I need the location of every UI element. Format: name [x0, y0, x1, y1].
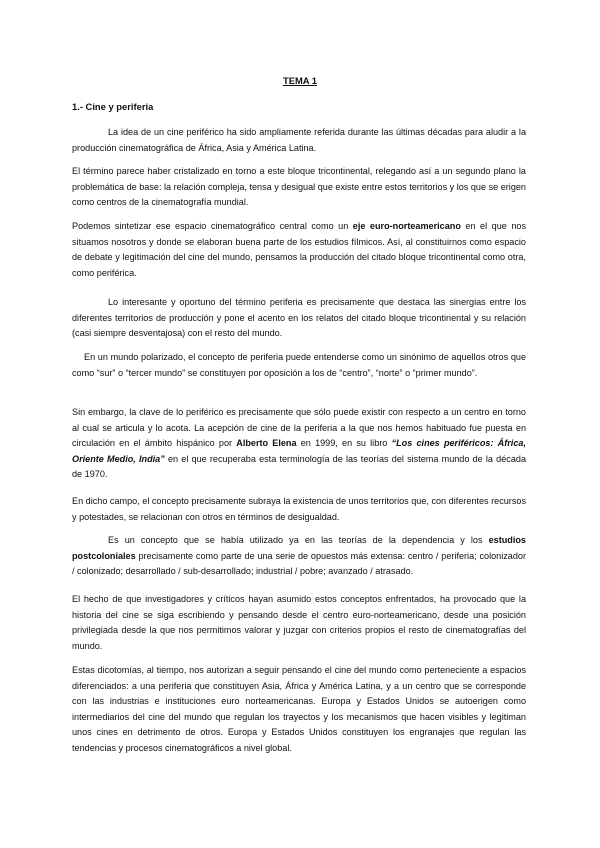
- paragraph-3-bold: eje euro-norteamericano: [352, 221, 461, 231]
- paragraph-10: Estas dicotomías, al tiempo, nos autorizan a seguir pensando el cine del mundo como perteneciente a espacios diferenciados: a una periferia que constituyen Asia, África y América Latina, y a un centro que se corresponde con las industrias e instituciones euro norteamericanas. Europa y Estados Unidos se autoerigen como intermediarios del cine del mundo que regulan los trayectos y los mecanismos que hacen visibles y legitiman unos cines en detrimento de otros. Europa y Estados Unidos constituyen los engranajes que regulan las tendencias y procesos cinematográficos a nivel global.: [72, 665, 526, 753]
- paragraph-6-text-a: Sin embargo, la clave de lo periférico es precisamente que sólo puede existir con respecto a un centro en torno al cual se articula y lo acota. La acepción de cine de la periferia a la que nos hemos habituado fue puesta en circulación en el ámbito hispánico por: [72, 407, 526, 449]
- paragraph-7: En dicho campo, el concepto precisamente subraya la existencia de unos territorios que, con diferentes recursos y potestades, se relacionan con otros en términos de desigualdad.: [72, 496, 526, 522]
- paragraph-6-book-title: “Los cines periféricos: África, Oriente Medio, India”: [72, 438, 526, 464]
- paragraph-8-text-a: Es un concepto que se había utilizado ya en las teorías de la dependencia y los: [108, 535, 489, 545]
- paragraph-3: [72, 219, 526, 281]
- paragraph-2: El término parece haber cristalizado en torno a este bloque tricontinental, relegando así a un segundo plano la problemática de base: la relación compleja, tensa y desigual que existe entre estos territorios y los que se erigen como centros de la cinematografía mundial.: [72, 166, 526, 208]
- paragraph-8-text-c: precisamente como parte de una serie de opuestos más extensa: centro / periferia; colonizador / colonizado; desarrollado / sub-desarrollado; industrial / pobre; avanzado / atrasado.: [72, 550, 526, 577]
- paragraph-8-bold: estudios postcoloniales: [72, 535, 526, 561]
- paragraph-3-text-a: Podemos sintetizar ese espacio cinematográfico central como un: [72, 221, 353, 231]
- paragraph-6: [72, 405, 526, 483]
- paragraph-6-author: Alberto Elena: [236, 438, 297, 449]
- paragraph-5: En un mundo polarizado, el concepto de periferia puede entenderse como un sinónimo de aquellos otros que como “sur” o “tercer mundo” se constituyen por oposición a los de “centro”, “norte” o “primer mundo”.: [72, 352, 526, 378]
- paragraph-6-text-c: en 1999, en su libro: [296, 438, 392, 449]
- paragraph-3-text-c: en el que nos situamos nosotros y donde se elaboran buena parte de los estudios fílmicos. Así, al constituirnos como espacio de debate y legitimación del cine del mundo, pensamos la producción del citado bloque tricontinental como otra, como periférica.: [72, 221, 526, 278]
- paragraph-4: Lo interesante y oportuno del término periferia es precisamente que destaca las sinergias entre los diferentes territorios de producción y pone el acento en los relatos del citado bloque tricontinental y su relación (casi siempre desventajosa) con el resto del mundo.: [72, 297, 526, 339]
- document-title: TEMA 1: [282, 75, 318, 86]
- paragraph-1: La idea de un cine periférico ha sido ampliamente referida durante las últimas décadas para aludir a la producción cinematográfica de África, Asia y América Latina.: [72, 127, 526, 153]
- section-heading: 1.- Cine y periferia: [72, 101, 154, 112]
- paragraph-9: El hecho de que investigadores y críticos hayan asumido estos conceptos enfrentados, ha provocado que la historia del cine se siga escribiendo y pensando desde el centro euro-norteamericano, desde una posición privilegiada desde la que nos permitimos valorar y juzgar con criterios propios el resto de cinematografías del mundo.: [72, 594, 526, 651]
- paragraph-6-text-e: en el que recuperaba esta terminología de las teorías del sistema mundo de la década de 1970.: [72, 453, 527, 480]
- paragraph-8: [72, 533, 526, 580]
